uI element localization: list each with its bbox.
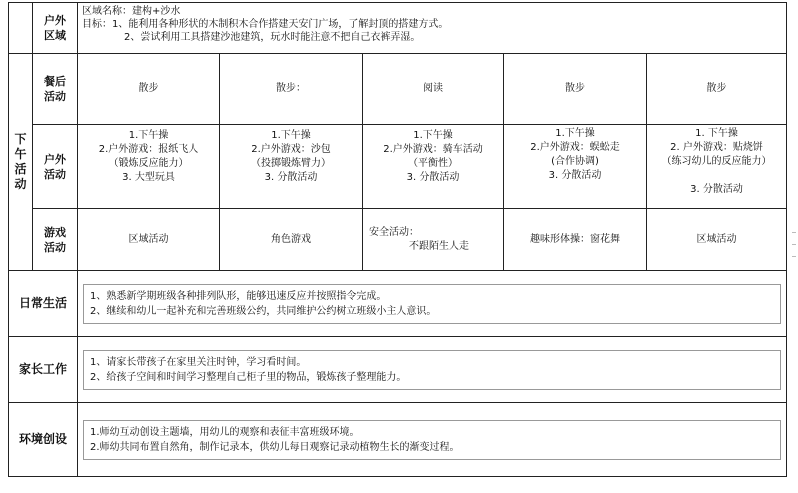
game-day-2: 角色游戏	[220, 209, 363, 271]
after-meal-row	[9, 54, 787, 125]
afternoon-label-text: 下午活动	[14, 132, 27, 191]
outdoor-day-4	[504, 125, 647, 209]
outdoor-day-1-line: 1.下午操	[128, 130, 169, 141]
after-meal-day-2: 散步：	[220, 54, 363, 125]
game-activity-row	[9, 209, 787, 271]
outdoor-day-2-line: （投掷锻炼臂力）	[251, 158, 331, 169]
after-meal-day-1: 散步	[78, 54, 220, 125]
after-meal-day-4: 散步	[504, 54, 647, 125]
game-day-3-sub: 不跟陌生人走	[409, 240, 469, 252]
after-meal-day-5: 散步	[647, 54, 787, 125]
environment-label: 环境创设	[9, 403, 78, 477]
outdoor-area-row	[9, 3, 787, 54]
game-day-4: 趣味形体操：窗花舞	[504, 209, 647, 271]
outdoor-day-5-line: 3. 分散活动	[690, 184, 743, 195]
outdoor-day-4-line: 1.下午操	[555, 128, 595, 139]
daily-life-item: 1、熟悉新学期班级各种排列队形，能够迅速反应并按照指令完成。	[90, 290, 387, 302]
daily-life-box	[83, 284, 781, 324]
outdoor-area-label-text: 户外区域	[44, 14, 66, 42]
outdoor-day-3-line: 1.下午操	[413, 130, 453, 141]
environment-content	[78, 403, 787, 477]
outdoor-day-1-line: 3. 大型玩具	[122, 172, 175, 183]
parent-work-item: 1、请家长带孩子在家里关注时钟，学习看时间。	[90, 356, 307, 368]
margin-mark	[792, 244, 796, 245]
outdoor-day-5-line: 1. 下午操	[695, 128, 738, 139]
outdoor-day-4-line: 2.户外游戏：蜈蚣走	[530, 142, 620, 153]
parent-work-item: 2、给孩子空间和时间学习整理自己柜子里的物品，锻炼孩子整理能力。	[90, 371, 407, 383]
outdoor-day-5-spacer	[647, 169, 786, 183]
afternoon-label	[9, 54, 33, 271]
game-day-1: 区域活动	[78, 209, 220, 271]
outdoor-day-2-line: 3. 分散活动	[264, 172, 318, 183]
game-day-5: 区域活动	[647, 209, 787, 271]
parent-work-content	[78, 337, 787, 403]
margin-mark	[792, 232, 796, 233]
outdoor-day-1	[78, 125, 220, 209]
outdoor-day-1-line: （锻炼反应能力）	[108, 158, 189, 169]
parent-work-row	[9, 337, 787, 403]
outdoor-area-label	[33, 3, 78, 54]
outdoor-day-3-line: 2.户外游戏：骑车活动	[383, 144, 483, 155]
outdoor-day-3-line: 3. 分散活动	[406, 172, 460, 183]
parent-work-label: 家长工作	[9, 337, 78, 403]
outdoor-day-4-line: 3. 分散活动	[548, 170, 602, 181]
environment-row	[9, 403, 787, 477]
after-meal-label-text: 餐后活动	[44, 75, 66, 103]
parent-work-box	[83, 350, 781, 390]
daily-life-label: 日常生活	[9, 271, 78, 337]
environment-box	[83, 420, 781, 460]
outdoor-activity-label	[33, 125, 78, 209]
outdoor-area-goals	[78, 3, 787, 54]
goal-1: 目标：1、能利用各种形状的木制积木合作搭建天安门广场，了解封顶的搭建方式。	[82, 19, 449, 30]
outdoor-area-blank	[9, 3, 33, 54]
outdoor-day-3	[363, 125, 504, 209]
outdoor-day-3-line: （平衡性）	[408, 158, 458, 169]
outdoor-activity-row	[9, 125, 787, 209]
game-day-3-title: 安全活动：	[369, 226, 419, 238]
outdoor-day-2-line: 1.下午操	[271, 130, 311, 141]
outdoor-day-2	[220, 125, 363, 209]
after-meal-day-3: 阅读	[363, 54, 504, 125]
game-day-3	[363, 209, 504, 271]
daily-life-row	[9, 271, 787, 337]
outdoor-day-2-line: 2.户外游戏：沙包	[251, 144, 331, 155]
outdoor-activity-label-text: 户外活动	[44, 152, 66, 181]
environment-item: 2.师幼共同布置自然角，制作记录本，供幼儿每日观察记录动植物生长的渐变过程。	[90, 441, 460, 453]
daily-life-item: 2、继续和幼儿一起补充和完善班级公约，共同维护公约树立班级小主人意识。	[90, 305, 437, 317]
outdoor-day-5	[647, 125, 787, 209]
game-activity-label	[33, 209, 78, 271]
goal-2: 2、尝试利用工具搭建沙池建筑，玩水时能注意不把自己衣裤弄湿。	[124, 32, 421, 43]
outdoor-day-5-line: 2. 户外游戏：贴烧饼	[670, 142, 763, 153]
after-meal-label	[33, 54, 78, 125]
outdoor-day-4-line: (合作协调)	[551, 156, 599, 167]
daily-life-content	[78, 271, 787, 337]
environment-item: 1.师幼互动创设主题墙，用幼儿的观察和表征丰富班级环境。	[90, 426, 360, 438]
area-name: 区域名称：建构+沙水	[82, 6, 181, 17]
margin-mark	[792, 256, 796, 257]
schedule-table	[8, 2, 787, 477]
outdoor-day-5-line: （练习幼儿的反应能力）	[661, 156, 772, 167]
game-activity-label-text: 游戏活动	[44, 225, 66, 254]
outdoor-day-1-line: 2.户外游戏：报纸飞人	[98, 144, 199, 155]
